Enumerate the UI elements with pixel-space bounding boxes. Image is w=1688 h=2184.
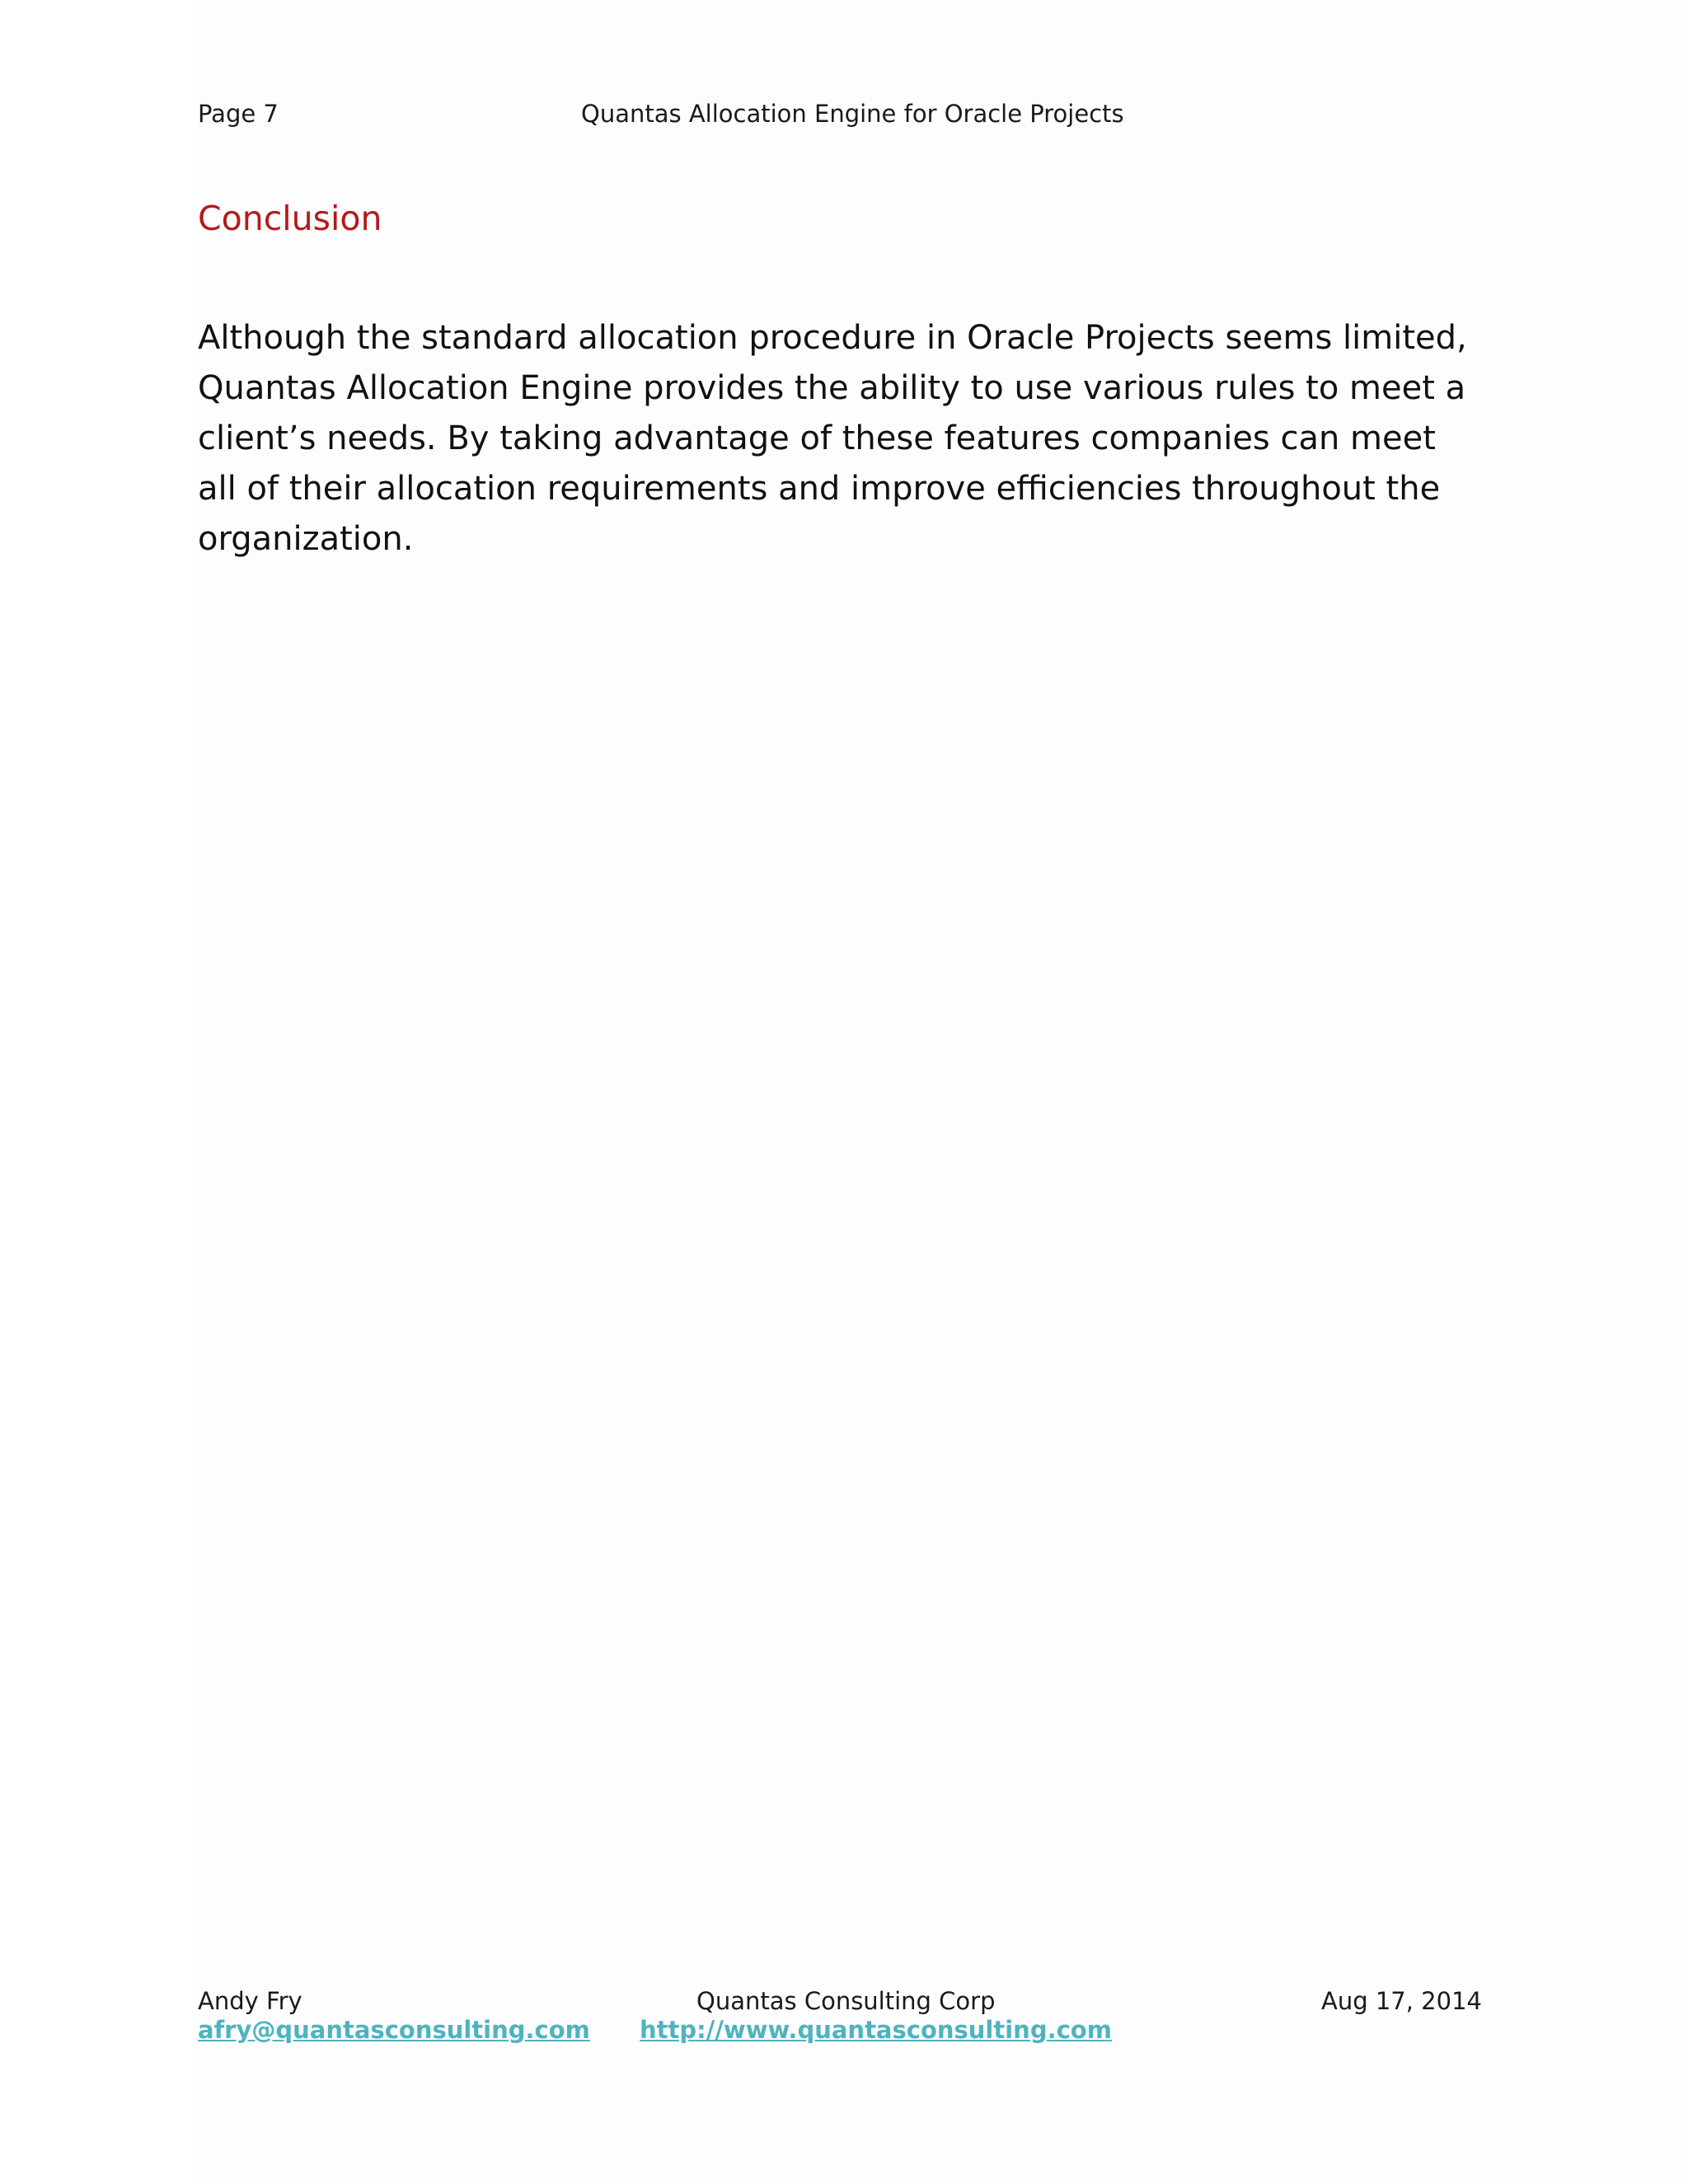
footer-author: Andy Fry (198, 1987, 302, 2015)
section-heading: Conclusion (198, 199, 382, 238)
page-number: Page 7 (198, 100, 279, 128)
footer-email-link[interactable]: afry@quantasconsulting.com (198, 2016, 590, 2044)
running-header-title: Quantas Allocation Engine for Oracle Projects (581, 100, 1124, 128)
conclusion-paragraph: Although the standard allocation procedure in Oracle Projects seems limited, Quantas Allocation Engine provides the ability to use various rules to meet a client’s needs. By taking advantage of these features companies can meet all of their allocation requirements and improve efficiencies throughout the organization. (198, 319, 1467, 558)
footer-date: Aug 17, 2014 (1321, 1987, 1482, 2015)
footer-company: Quantas Consulting Corp (696, 1987, 996, 2015)
footer-website-link[interactable]: http://www.quantasconsulting.com (640, 2016, 1112, 2044)
